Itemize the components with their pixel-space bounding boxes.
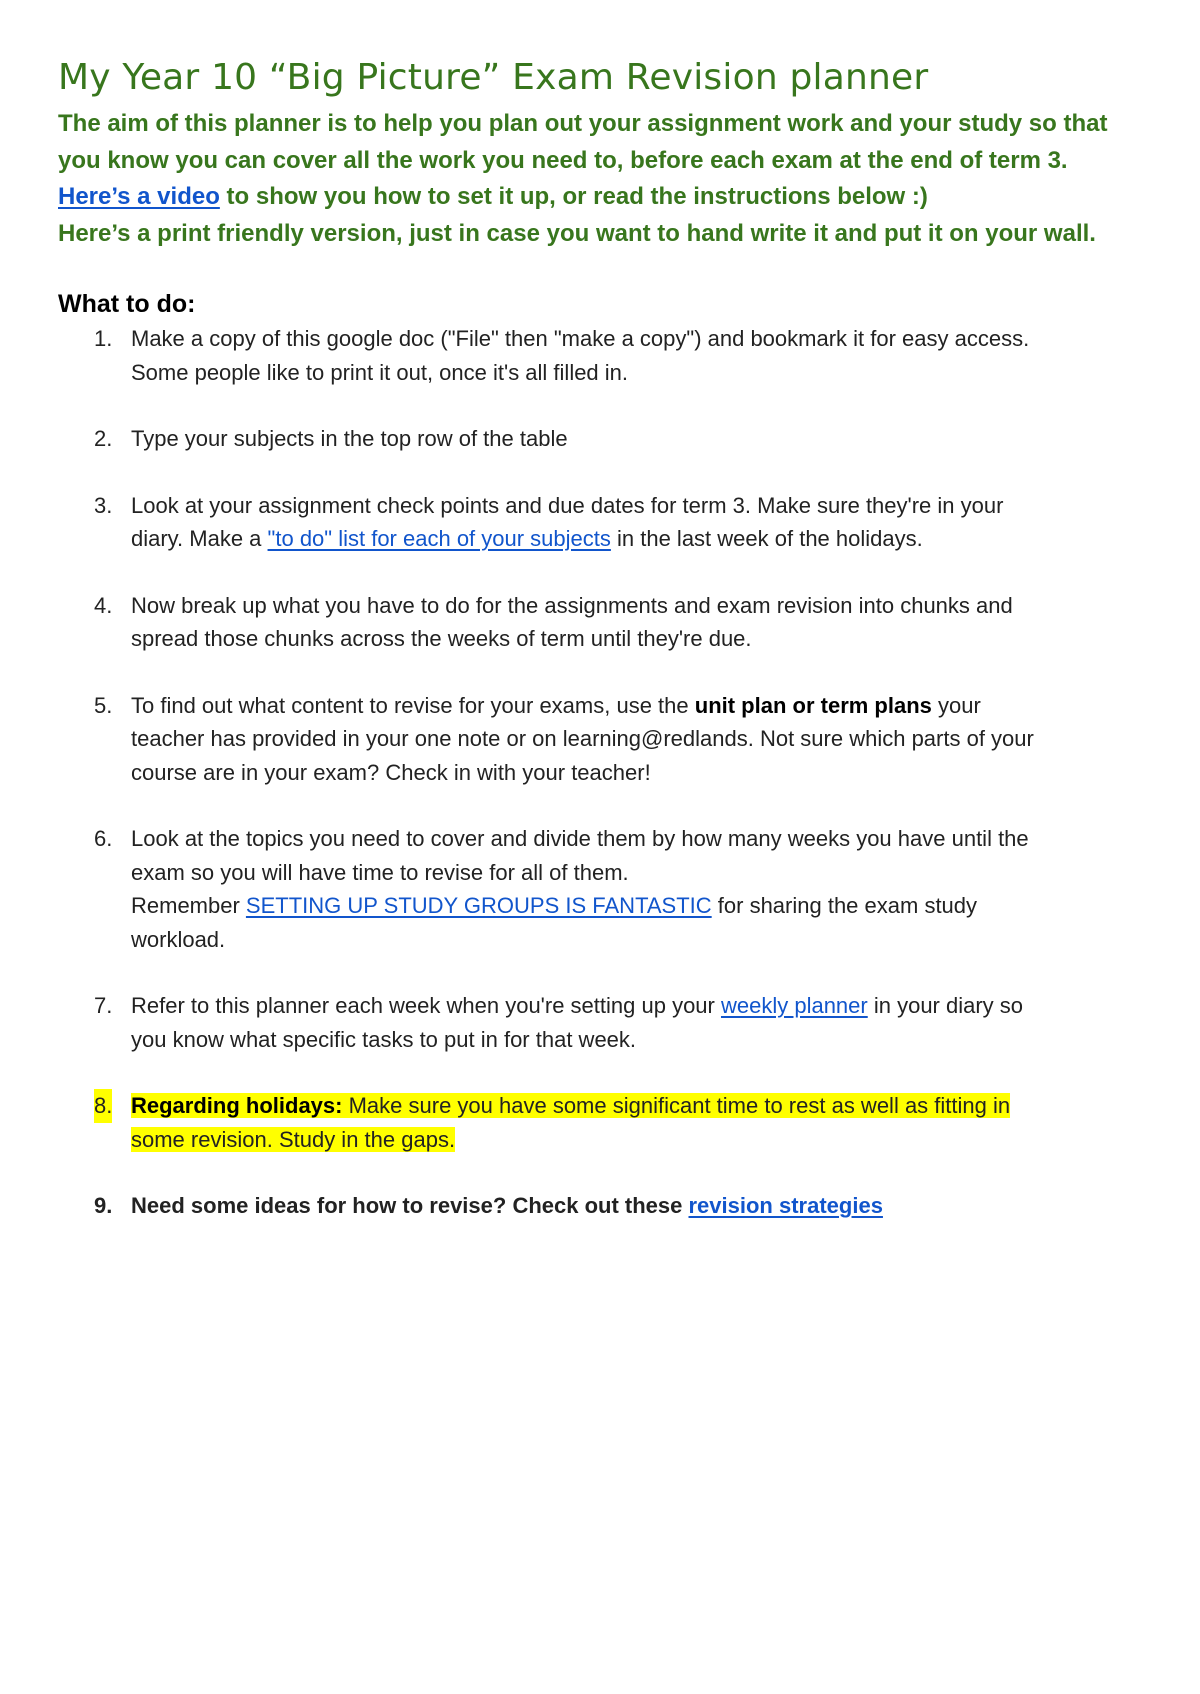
weekly-planner-link[interactable]: weekly planner xyxy=(720,993,868,1018)
step-2-text: Type your subjects in the top row of the table xyxy=(131,426,568,451)
list-item xyxy=(58,689,1140,790)
step-6-post: for sharing the exam study xyxy=(711,893,978,918)
study-groups-link[interactable]: SETTING UP STUDY GROUPS IS FANTASTIC xyxy=(245,893,712,918)
intro-line-1: The aim of this planner is to help you plan out your assignment work and your study so that xyxy=(58,110,1108,137)
step-8-highlight xyxy=(131,1093,1010,1118)
list-number: 2. xyxy=(94,426,113,451)
step-8-line-1 xyxy=(131,1089,1140,1123)
step-5-line-3: course are in your exam? Check in with your teacher! xyxy=(131,759,651,785)
what-to-do-heading: What to do: xyxy=(58,290,196,318)
list-item xyxy=(58,1189,1140,1223)
intro-line-3 xyxy=(58,179,1140,216)
list-number: 6. xyxy=(94,826,113,851)
step-7-line-1 xyxy=(131,989,1140,1023)
list-number: 5. xyxy=(94,692,113,718)
step-1-line-2: Some people like to print it out, once it's all filled in. xyxy=(131,359,629,385)
step-3-line-1: Look at your assignment check points and due dates for term 3. Make sure they're in your xyxy=(131,492,1004,518)
list-item xyxy=(58,989,1140,1056)
step-8-bold: Regarding holidays: xyxy=(131,1093,343,1118)
intro-line-3-rest: to show you how to set it up, or read the instructions below :) xyxy=(219,183,928,210)
list-item xyxy=(58,322,1140,389)
list-number: 9. xyxy=(94,1193,113,1218)
step-8-highlight-2: some revision. Study in the gaps. xyxy=(131,1126,456,1152)
step-3-pre: diary. Make a xyxy=(131,526,268,551)
intro-paragraph xyxy=(58,106,1140,252)
step-8-line-2 xyxy=(131,1123,1140,1157)
steps-list xyxy=(58,322,1140,1223)
todo-list-link[interactable]: "to do" list for each of your subjects xyxy=(267,526,611,551)
list-number: 7. xyxy=(94,993,113,1018)
list-item xyxy=(58,822,1140,956)
step-9-pre: Need some ideas for how to revise? Check out these xyxy=(131,1193,689,1218)
step-5-bold: unit plan or term plans xyxy=(694,692,932,718)
step-4-line-1: Now break up what you have to do for the assignments and exam revision into chunks and xyxy=(131,592,1013,618)
list-number: 4. xyxy=(94,592,113,618)
revision-strategies-link[interactable]: revision strategies xyxy=(688,1193,883,1218)
list-number: 8. xyxy=(94,1089,112,1123)
list-item xyxy=(58,422,1140,456)
step-6-line-3 xyxy=(131,889,1140,923)
step-6-line-1: Look at the topics you need to cover and divide them by how many weeks you have until the xyxy=(131,826,1029,851)
step-7-line-2: you know what specific tasks to put in for that week. xyxy=(131,1026,637,1052)
step-4-line-2: spread those chunks across the weeks of term until they're due. xyxy=(131,626,752,651)
step-5-post: your xyxy=(931,692,981,718)
step-5-line-2: teacher has provided in your one note or on learning@redlands. Not sure which parts of your xyxy=(131,726,1034,751)
list-number: 1. xyxy=(94,326,113,351)
list-item xyxy=(58,1089,1140,1156)
list-item xyxy=(58,589,1140,656)
step-5-pre: To find out what content to revise for your exams, use the xyxy=(131,692,695,718)
video-link[interactable]: Here’s a video xyxy=(58,183,220,210)
list-number: 3. xyxy=(94,492,113,518)
intro-line-2: you know you can cover all the work you need to, before each exam at the end of term 3. xyxy=(58,146,1068,174)
page-title: My Year 10 “Big Picture” Exam Revision planner xyxy=(58,57,929,98)
list-item xyxy=(58,489,1140,556)
step-6-line-4: workload. xyxy=(131,926,226,952)
intro-line-4: Here’s a print friendly version, just in case you want to hand write it and put it on your wall. xyxy=(58,219,1096,247)
step-3-post: in the last week of the holidays. xyxy=(610,526,923,551)
step-7-post: in your diary so xyxy=(867,993,1024,1018)
step-8-post: Make sure you have some significant time to rest as well as fitting in xyxy=(342,1093,1011,1118)
step-5-line-1 xyxy=(131,689,1140,723)
step-6-pre: Remember xyxy=(131,893,246,918)
step-6-line-2: exam so you will have time to revise for all of them. xyxy=(131,859,629,885)
step-3-line-2 xyxy=(131,522,1140,556)
step-9-line xyxy=(131,1189,1140,1223)
step-7-pre: Refer to this planner each week when you're setting up your xyxy=(131,993,721,1018)
step-1-line-1: Make a copy of this google doc ("File" then "make a copy") and bookmark it for easy access. xyxy=(131,326,1030,351)
